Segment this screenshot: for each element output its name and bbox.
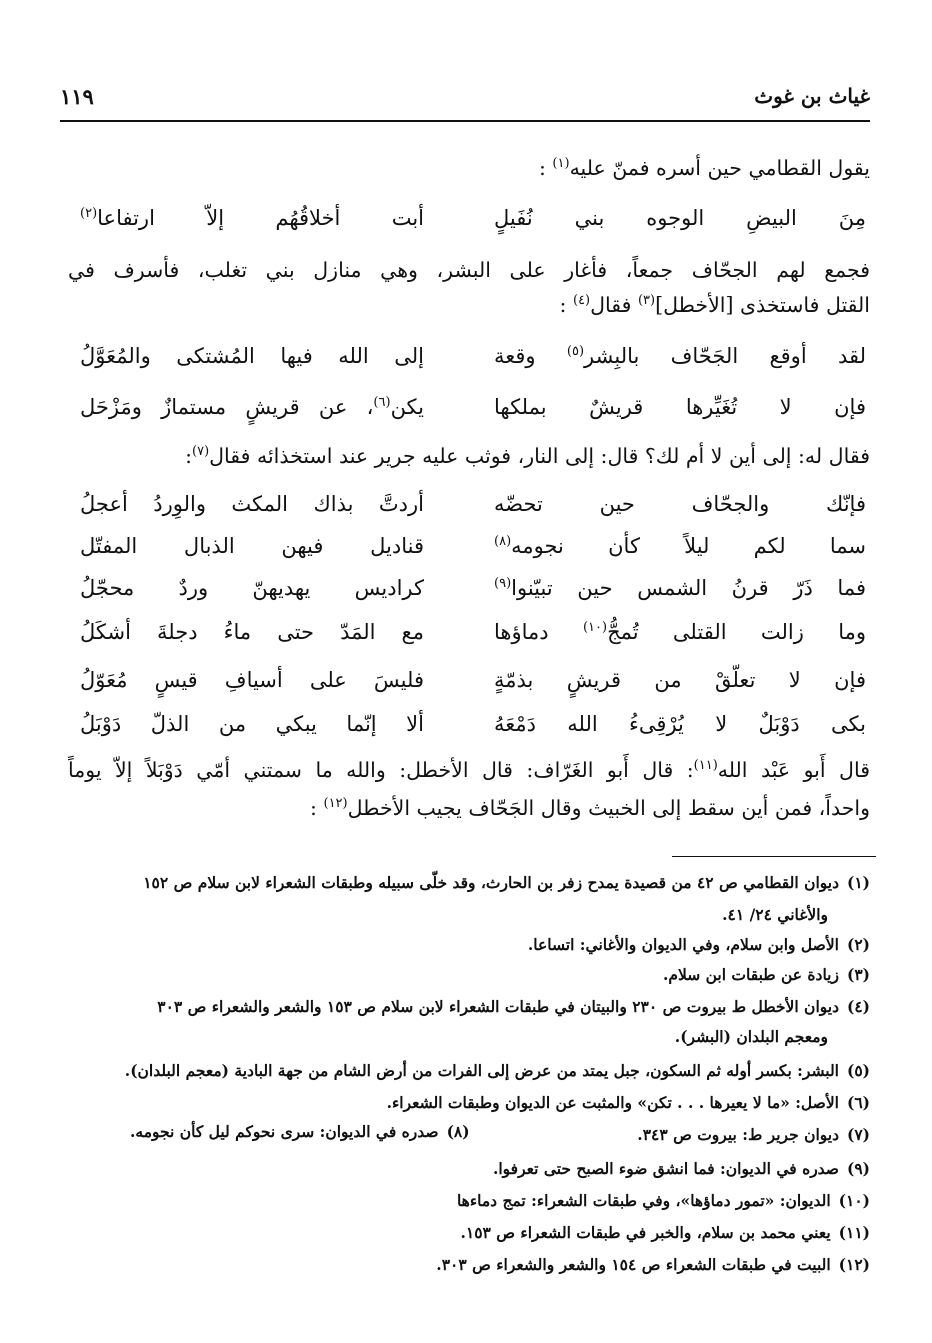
hemistich-text: سما لكم ليلاً كأن نجومه <box>511 534 866 558</box>
verse-hemistich-2: كراديس يهديهنّ وردٌ محجّلُ <box>80 576 424 600</box>
verse-hemistich-2: فليسَ على أسيافِ قيسٍ مُعَوّلُ <box>80 668 424 692</box>
footnote-text: يعني محمد بن سلام، والخبر في طبقات الشعراء ص ١٥٣. <box>460 1223 831 1242</box>
footnote <box>80 1220 870 1246</box>
verse-hemistich-1 <box>494 620 866 644</box>
footnote-ref: (١٠) <box>582 620 608 635</box>
hemistich-text: يكن <box>390 395 424 419</box>
footnote-number: (٦) <box>846 1093 870 1112</box>
punct: : <box>559 293 567 317</box>
footnote-number: (١٢) <box>838 1255 870 1274</box>
header-rule <box>60 120 870 122</box>
para-text: قال أَبو عَبْد الله <box>717 758 870 782</box>
footnote-ref: (٤) <box>572 293 591 309</box>
para1-line2 <box>68 289 870 321</box>
footnote <box>80 1058 870 1084</box>
para3-line2 <box>68 792 870 824</box>
verse-7 <box>80 620 866 654</box>
footnote-number: (١١) <box>838 1223 870 1242</box>
verse-hemistich-2: ألا إنّما يبكي من الذلّ دَوْبَلُ <box>80 712 424 736</box>
verse-hemistich-2: إلى الله فيها المُشتكى والمُعَوَّلُ <box>80 344 424 368</box>
footnote-text: الديوان: «تمور دماؤها»، وفي طبقات الشعراء: تمج دماءها <box>456 1191 831 1210</box>
footnote-text: ومعجم البلدان (البشر). <box>674 1027 828 1046</box>
para-text: فقال <box>590 293 638 317</box>
footnote <box>80 870 870 896</box>
footnote-ref: (١١) <box>693 758 718 774</box>
verse-3 <box>80 395 866 429</box>
footnote <box>80 932 870 958</box>
footnote-ref: (٣) <box>637 293 656 309</box>
verse-5 <box>80 534 866 568</box>
footnote-rule <box>672 856 876 857</box>
hemistich-text: أبت أخلاقُهُم إلاّ ارتفاعا <box>97 206 424 230</box>
footnote-text: ديوان القطامي ص ٤٢ من قصيدة يمدح زفر بن الحارث، وقد خلّى سبيله وطبقات الشعراء لابن سلام ص ١٥٢ <box>143 873 839 892</box>
footnote-number: (١) <box>846 873 870 892</box>
footnote <box>80 1090 870 1116</box>
footnote-text: الأصل: «ما لا يعيرها . . . تكن» والمثبت عن الديوان وطبقات الشعراء. <box>386 1093 839 1112</box>
hemistich-text: فما ذَرّ قرنُ الشمس حين تبيّنوا <box>511 576 866 600</box>
intro-line <box>68 152 870 184</box>
footnote-number: (٧) <box>846 1125 870 1144</box>
footnote-text: زيادة عن طبقات ابن سلام. <box>662 965 839 984</box>
para-text: فقال له: إلى أين لا أم لك؟ قال: إلى النار، فوثب عليه جرير عند استخذائه فقال <box>209 444 870 468</box>
footnote-ref: (٦) <box>373 395 391 410</box>
verse-hemistich-2: قناديل فيهن الذبال المفتّل <box>80 534 424 558</box>
footnote-ref: (٨) <box>494 534 512 549</box>
verse-hemistich-1: مِنَ البيضِ الوجوه بني نُفَيلٍ <box>494 206 866 230</box>
verse-hemistich-1: فإن لا تعلّقْ من قريشٍ بذمّةٍ <box>494 668 866 692</box>
verse-hemistich-1: فإن لا تُغَيِّرها قريشٌ بملكها <box>494 395 866 419</box>
punct: : <box>310 796 317 820</box>
intro-text: يقول القطامي حين أسره فمنّ عليه <box>569 156 870 180</box>
footnote-text: ديوان الأخطل ط بيروت ص ٢٣٠ والبيتان في طبقات الشعراء لابن سلام ص ١٥٣ والشعر والشعراء ص ٣٠٣ <box>157 997 839 1016</box>
punct: : <box>185 444 193 468</box>
footnote-continuation <box>80 1024 828 1050</box>
hemistich-text: وقعة <box>494 344 567 368</box>
footnote-text: البشر: بكسر أوله ثم السكون، جبل يمتد من عرض إلى الفرات من أرض الشام من جهة البادية (معجم البلدان). <box>124 1061 839 1080</box>
verse-4 <box>80 492 866 526</box>
footnote-ref: (١٢) <box>323 796 348 812</box>
verse-9 <box>80 712 866 746</box>
punct: : <box>538 156 546 180</box>
hemistich-text: لقد أوقع الجَحّاف بالبِشر <box>584 344 867 368</box>
verse-2 <box>80 344 866 378</box>
para2-line <box>68 440 870 472</box>
footnote-number: (٤) <box>846 997 870 1016</box>
verse-hemistich-2 <box>80 206 424 230</box>
footnote-text: البيت في طبقات الشعراء ص ١٥٤ والشعر والشعراء ص ٣٠٣. <box>436 1255 831 1274</box>
footnote <box>80 1156 870 1182</box>
verse-hemistich-1 <box>494 576 866 600</box>
para3-line1 <box>68 754 870 786</box>
footnote-ref: (١) <box>552 156 570 172</box>
footnote <box>80 1188 870 1214</box>
para-text: : قال أَبو الغَرّاف: قال الأخطل: والله ما سمتني أمّي دَوْبَلاً إلاّ يوماً <box>68 758 694 782</box>
footnote-number: (٨) <box>446 1122 470 1141</box>
footnote <box>80 994 870 1020</box>
verse-8 <box>80 668 866 702</box>
verse-6 <box>80 576 866 610</box>
footnote-text: صدره في الديوان: فما انشق ضوء الصبح حتى تعرفوا. <box>492 1159 839 1178</box>
verse-hemistich-1: فإنّك والجحّاف حين تحضّه <box>494 492 866 516</box>
footnote-continuation <box>80 902 828 928</box>
footnote <box>80 962 870 988</box>
para-text: واحداً، فمن أين سقط إلى الخبيث وقال الجَحّاف يجيب الأخطل <box>347 796 870 820</box>
footnote-number: (١٠) <box>838 1191 870 1210</box>
hemistich-text: ، عن قريشٍ مستمازٌ ومَزْحَل <box>80 395 374 419</box>
running-header <box>60 84 870 118</box>
footnote-ref: (٩) <box>494 576 512 591</box>
chapter-title: غياث بن غوث <box>754 84 870 108</box>
footnote-ref: (٥) <box>566 344 585 359</box>
footnote-text: الأصل وابن سلام، وفي الديوان والأغاني: اتساعا. <box>527 935 839 954</box>
verse-hemistich-2: مع المَدّ حتى ماءُ دجلةَ أشكَلُ <box>80 620 424 644</box>
footnote <box>80 1252 870 1278</box>
footnote-number: (٩) <box>846 1159 870 1178</box>
verse-1 <box>80 206 866 240</box>
hemistich-text: وما زالت القتلى تُمجُّ <box>607 620 866 644</box>
footnote-ref: (٢) <box>80 206 98 221</box>
footnote-number: (٥) <box>846 1061 870 1080</box>
verse-hemistich-2: أردتَّ بذاك المكث والوِردُ أعجلُ <box>80 492 424 516</box>
footnote-number: (٣) <box>846 965 870 984</box>
page-number: ١١٩ <box>60 84 94 109</box>
verse-hemistich-1: بكى دَوْبَلٌ لا يُرْقِىءُ الله دَمْعَهُ <box>494 712 866 736</box>
verse-hemistich-1 <box>494 534 866 558</box>
footnote-text: ديوان جرير ط: بيروت ص ٣٤٣. <box>637 1125 839 1144</box>
para1-line1: فجمع لهم الجحّاف جمعاً، فأغار على البشر، وهي منازل بني تغلب، فأسرف في <box>68 258 870 282</box>
footnote-ref: (٧) <box>192 444 210 460</box>
footnote-text: والأغاني ٢٤/ ٤١. <box>722 905 828 924</box>
footnote-8 <box>130 1122 470 1141</box>
footnote-number: (٢) <box>846 935 870 954</box>
hemistich-text: دماؤها <box>494 620 583 644</box>
para-text: القتل فاستخذى [الأخطل] <box>655 293 870 317</box>
verse-hemistich-2 <box>80 395 424 419</box>
footnote-text: صدره في الديوان: سرى نحوكم ليل كأن نجومه. <box>130 1122 439 1141</box>
verse-hemistich-1 <box>494 344 866 368</box>
